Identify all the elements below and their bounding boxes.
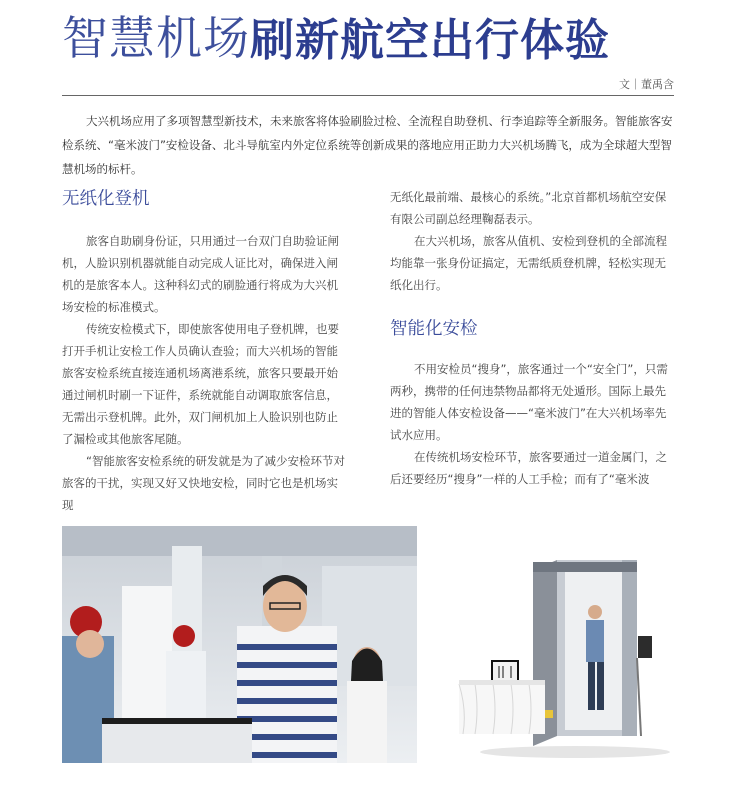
lead-paragraph: 大兴机场应用了多项智慧型新技术，未来旅客将体验刷脸过检、全流程自助登机、行李追踪等全新服务。智能旅客安检系统、“毫米波门”安检设备、北斗导航室内外定位系统等创新成果的落地应用正助力大兴机场腾飞，成为全球超大型智慧机场的标杆。 (62, 113, 673, 176)
paragraph: 不用安检员“搜身”，旅客通过一个“安全门”，只需两秒，携带的任何违禁物品都将无处遁形。国际上最先进的智能人体安检设备——“毫米波门”在大兴机场率先试水应用。 (390, 362, 668, 442)
title-light: 智慧机场 (62, 11, 250, 65)
section-heading-paperless: 无纸化登机 (62, 189, 150, 209)
article-title (62, 6, 610, 68)
photo-face-recognition-gate (62, 526, 417, 763)
paragraph: 在大兴机场，旅客从值机、安检到登机的全部流程均能靠一张身份证搞定，无需纸质登机牌，轻松实现无纸化出行。 (390, 234, 667, 292)
column-right (390, 186, 676, 490)
section-heading-security: 智能化安检 (390, 319, 478, 339)
paragraph: “智能旅客安检系统的研发就是为了减少安检环节对旅客的干扰，实现又好又快地安检，同时它也是机场实现 (62, 454, 345, 512)
title-bold: 刷新航空出行体验 (250, 15, 610, 66)
title-divider (62, 95, 674, 96)
column-left (62, 186, 348, 516)
paragraph: 在传统机场安检环节，旅客要通过一道金属门，之后还要经历“搜身”一样的人工手检；而有了“毫米波 (390, 450, 667, 486)
paragraph: 无纸化最前端、最核心的系统。”北京首都机场航空安保有限公司副总经理鞠磊表示。 (390, 190, 667, 226)
paragraph: 旅客自助刷身份证，只用通过一台双门自助验证闸机，人脸识别机器就能自动完成人证比对，确保进入闸机的是旅客本人。这种科幻式的刷脸通行将成为大兴机场安检的标准模式。 (62, 234, 339, 314)
paragraph: 传统安检模式下，即使旅客使用电子登机牌，也要打开手机让安检工作人员确认查验；而大兴机场的智能旅客安检系统直接连通机场离港系统，旅客只要最开始通过闸机时刷一下证件，系统就能自动调取旅客信息，无需出示登机牌。此外，双门闸机加上人脸识别也防止了漏检或其他旅客尾随。 (62, 322, 339, 446)
author-byline: 文｜董禹含 (619, 78, 674, 91)
photo-millimeter-wave-scanner (455, 560, 670, 760)
